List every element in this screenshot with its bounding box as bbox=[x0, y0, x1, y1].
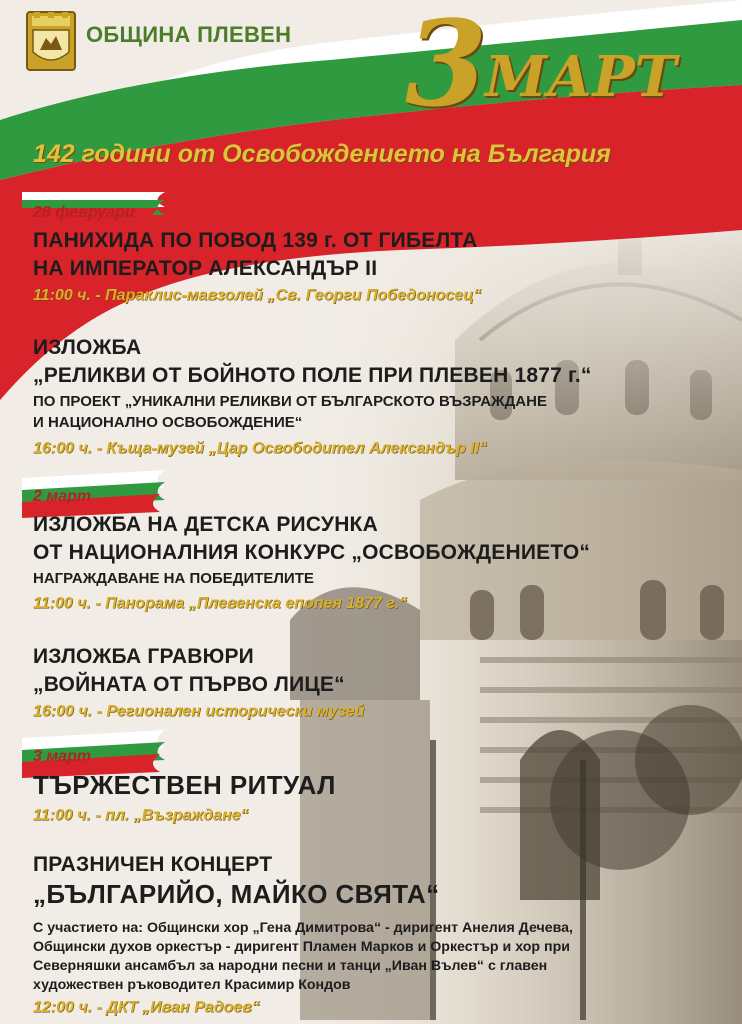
event-description-line: художествен ръководител Красимир Кондов bbox=[33, 977, 351, 993]
event-subtitle-line: ПО ПРОЕКТ „УНИКАЛНИ РЕЛИКВИ ОТ БЪЛГАРСКОТО ВЪЗРАЖДАНЕ bbox=[33, 393, 547, 410]
event-title-line: ПАНИХИДА ПО ПОВОД 139 г. ОТ ГИБЕЛТА bbox=[33, 229, 478, 252]
event-title-line: ПРАЗНИЧЕН КОНЦЕРТ bbox=[33, 853, 273, 876]
anniversary-subtitle: 142 години от Освобождението на България bbox=[33, 140, 611, 168]
event-time-place: 11:00 ч. - пл. „Възраждане“ bbox=[33, 807, 249, 824]
day-number: 3 bbox=[405, 0, 488, 133]
event-subtitle-line: НАГРАЖДАВАНЕ НА ПОБЕДИТЕЛИТЕ bbox=[33, 570, 314, 587]
event-title-line: ОТ НАЦИОНАЛНИЯ КОНКУРС „ОСВОБОЖДЕНИЕТО“ bbox=[33, 541, 591, 564]
event-time-place: 16:00 ч. - Регионален исторически музей bbox=[33, 703, 365, 720]
event-title-line: „БЪЛГАРИЙО, МАЙКО СВЯТА“ bbox=[33, 879, 440, 909]
event-time-place: 16:00 ч. - Къща-музей „Цар Освободител Александър II“ bbox=[33, 440, 488, 457]
event-subtitle-line: И НАЦИОНАЛНО ОСВОБОЖДЕНИЕ“ bbox=[33, 414, 303, 431]
event-description-line: Общински духов оркестър - диригент Пламен Марков и Оркестър и хор при bbox=[33, 939, 570, 955]
date-3-march: 3 март bbox=[33, 748, 92, 765]
event-description-line: С участието на: Общински хор „Гена Димитрова“ - диригент Анелия Дечева, bbox=[33, 920, 573, 936]
date-28-february: 28 февруари bbox=[33, 204, 135, 221]
event-title-line: „РЕЛИКВИ ОТ БОЙНОТО ПОЛЕ ПРИ ПЛЕВЕН 1877 г.“ bbox=[33, 364, 592, 387]
event-title-line: ИЗЛОЖБА ГРАВЮРИ bbox=[33, 645, 254, 668]
event-title-line: ИЗЛОЖБА bbox=[33, 336, 142, 359]
event-title-line: „ВОЙНАТА ОТ ПЪРВО ЛИЦЕ“ bbox=[33, 673, 345, 696]
event-time-place: 11:00 ч. - Параклис-мавзолей „Св. Георги Победоносец“ bbox=[33, 287, 482, 304]
organization-name: ОБЩИНА ПЛЕВЕН bbox=[86, 22, 292, 47]
date-2-march: 2 март bbox=[33, 488, 92, 505]
event-title-line: ИЗЛОЖБА НА ДЕТСКА РИСУНКА bbox=[33, 513, 378, 536]
event-time-place: 11:00 ч. - Панорама „Плевенска епопея 1877 г.“ bbox=[33, 595, 408, 612]
event-time-place: 12:00 ч. - ДКТ „Иван Радоев“ bbox=[33, 999, 260, 1016]
month-name: МАРТ bbox=[485, 44, 677, 110]
pleven-coat-of-arms-icon bbox=[27, 12, 75, 70]
event-description-line: Северняшки ансамбъл за народни песни и танци „Иван Вълев“ с главен bbox=[33, 958, 548, 974]
event-title-line: НА ИМПЕРАТОР АЛЕКСАНДЪР II bbox=[33, 257, 378, 280]
event-title-line: ТЪРЖЕСТВЕН РИТУАЛ bbox=[33, 770, 336, 800]
